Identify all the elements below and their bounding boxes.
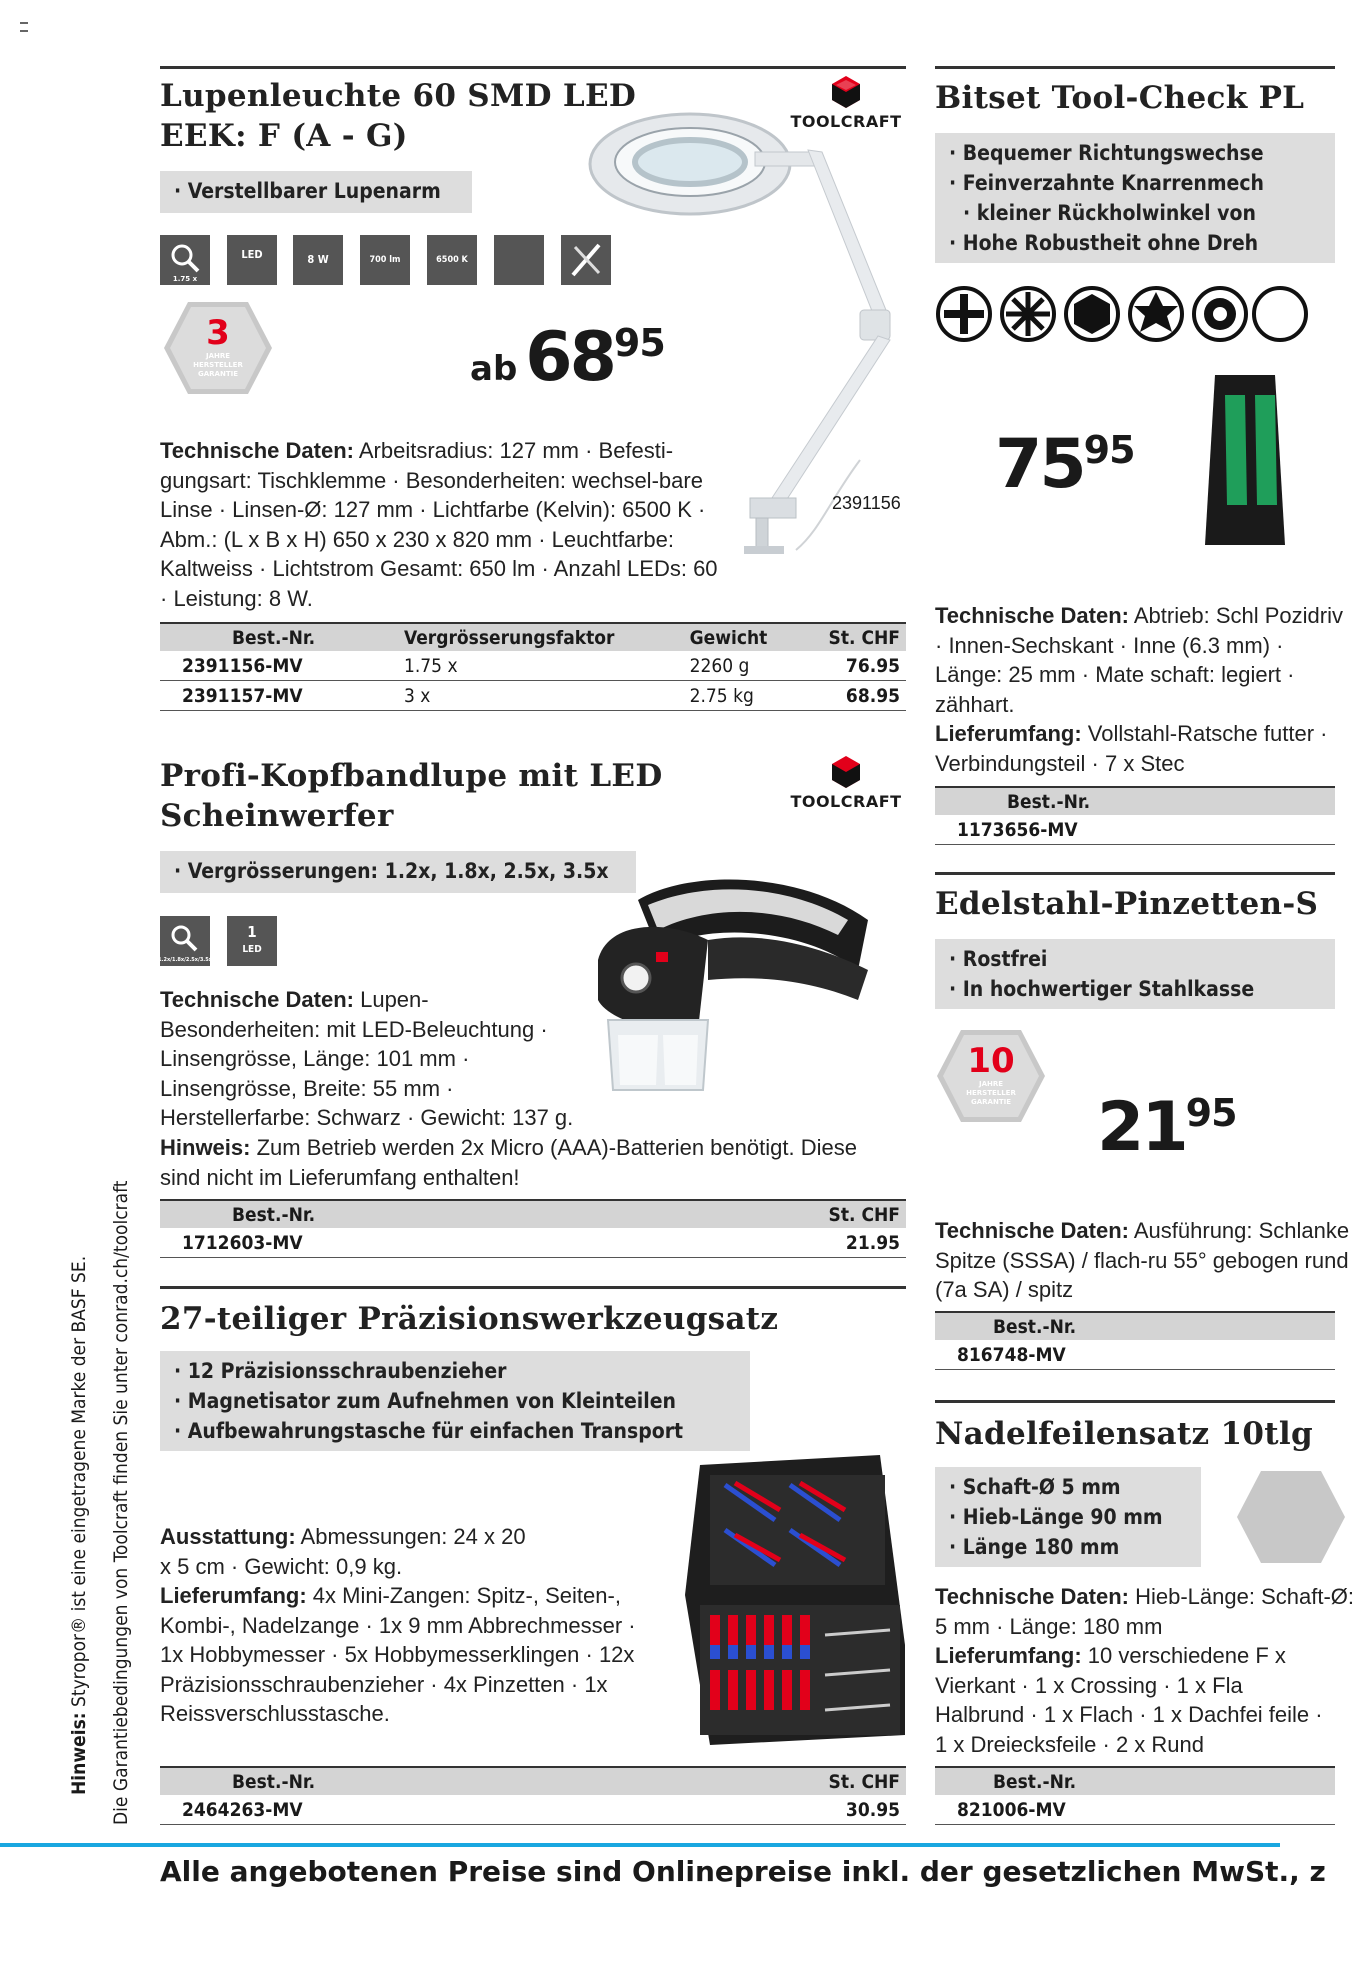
right-p3-tech: Technische Daten: Hieb-Länge: Schaft-Ø: 5 mm · Länge: 180 mm [935,1584,1354,1639]
column-divider [918,64,920,1834]
head-magnifier-image [568,860,898,1110]
product3-order-table: Best.-Nr. St. CHF 2464263-MV 30.95 [160,1766,906,1825]
product3-scope: Lieferumfang: 4x Mini-Zangen: Spitz-, Seiten-, Kombi-, Nadelzange · 1x 9 mm Abbrechmesser · 1x Hobbymesser · 5x Hobbymesserklingen · 12x Präzisionsschraubenzieher · 4x Pinzetten · 1x Reissverschlusstasche. [160,1583,636,1726]
right-p1-title: Bitset Tool-Check PL [935,80,1305,116]
kelvin-icon: 6500 K [427,235,477,285]
article-ref: 2391156 [832,493,901,513]
led-icon: LED [227,235,277,285]
sidebar-note-1: Hinweis: Styropor® ist eine eingetragene Marke der BASF SE. [68,1255,90,1795]
section-rule [160,66,906,69]
section-rule [935,872,1335,875]
right-p2-order-table: Best.-Nr. 816748-MV [935,1311,1335,1370]
section-rule [160,1286,906,1289]
bullet-item: · Schaft-Ø 5 mm [949,1472,1187,1502]
svg-text:JAHRE: JAHRE [978,1080,1004,1088]
led-count-icon: 1 LED [227,916,277,966]
right-p2-price: $21^{95}$ [1097,1088,1237,1167]
bullet-item: · Hieb-Länge 90 mm [949,1502,1187,1532]
svg-text:1.2x/1.8x/2.5x/3.5x: 1.2x/1.8x/2.5x/3.5x [158,957,212,963]
svg-text:GARANTIE: GARANTIE [971,1098,1011,1106]
table-row: 2391156-MV 1.75 x 2260 g 76.95 [160,651,906,681]
right-p2-tech: Technische Daten: Ausführung: Schlanke Spitze (SSSA) / flach-ru 55° gebogen rund (7a SA) / spitz [935,1218,1350,1302]
right-p3-title: Nadelfeilensatz 10tlg [935,1416,1313,1452]
bullet-item: · Vergrösserungen: 1.2x, 1.8x, 2.5x, 3.5x [174,856,622,886]
magnifier-icon [160,916,210,966]
right-column [935,0,1354,1840]
menu-marker [20,22,28,32]
table-row: 1712603-MV 21.95 [160,1228,906,1258]
bullet-item: · Aufbewahrungstasche für einfachen Transport [174,1416,736,1446]
right-p1-bullets [935,133,1335,263]
table-row: 821006-MV [935,1795,1335,1825]
magnifier-icon [160,235,210,285]
bullet-item: · Verstellbarer Lupenarm [174,176,458,206]
footer-note: Alle angebotenen Preise sind Onlinepreise inkl. der gesetzlichen MwSt., z [160,1855,1326,1888]
right-p1-price: $75^{95}$ [995,425,1135,504]
bullet-item: · 12 Präzisionsschraubenzieher [174,1356,736,1386]
product1-order-table: Best.-Nr. Vergrösserungsfaktor Gewicht St. CHF 2391156-MV 1.75 x 2260 g 76.95 2391157-MV 3 x 2.75 kg 68.95 [160,622,906,711]
lumen-icon: 700 lm [360,235,410,285]
product2-note: Hinweis: Zum Betrieb werden 2x Micro (AAA)-Batterien benötigt. Diese sind nicht im Lieferumfang enthalten! [160,1135,857,1190]
product2-tech: Technische Daten: Lupen-Besonderheiten: mit LED-Beleuchtung · Linsengrösse, Länge: 101 mm · Linsengrösse, Breite: 55 mm · Herstellerfarbe: Schwarz · Gewicht: 137 g. [160,987,574,1130]
bullet-item: · kleiner Rückholwinkel von [949,198,1321,228]
svg-text:3: 3 [206,313,230,353]
right-p3-scope: Lieferumfang: 10 verschiedene F x Vierkant · 1 x Crossing · 1 x Fla Halbrund · 1 x Flach · 1 x Dachfei feile · 1 x Dreiecksfeile · 2 x Rund [935,1643,1323,1757]
right-p3-bullets [935,1467,1201,1567]
svg-text:JAHRE: JAHRE [205,352,231,360]
svg-text:10: 10 [967,1041,1015,1081]
product2-order-table: Best.-Nr. St. CHF 1712603-MV 21.95 [160,1199,906,1258]
table-row: 2391157-MV 3 x 2.75 kg 68.95 [160,681,906,711]
right-p2-title: Edelstahl-Pinzetten-S [935,886,1319,922]
svg-text:GARANTIE: GARANTIE [198,370,238,378]
bullet-item: · Länge 180 mm [949,1532,1187,1562]
toolcraft-logo: TOOLCRAFT [786,74,906,131]
right-p1-scope: Lieferumfang: Vollstahl-Ratsche futter · Verbindungsteil · 7 x Stec [935,721,1328,776]
product3-equipment: Ausstattung: Abmessungen: 24 x 20 x 5 cm · Gewicht: 0,9 kg. [160,1524,526,1579]
right-p2-bullets [935,939,1335,1009]
bullet-item: · Feinverzahnte Knarrenmech [949,168,1321,198]
section-rule [935,66,1335,69]
toolcraft-logo-icon [828,754,864,790]
toolcraft-logo: TOOLCRAFT [786,754,906,811]
product2-title: Profi-Kopfbandlupe mit LED Scheinwerfer [160,758,663,834]
product3-bullets [160,1351,750,1451]
bit-type-icons [935,282,1280,346]
bullet-item: · Magnetisator zum Aufnehmen von Kleinteilen [174,1386,736,1416]
warranty-badge [158,298,278,398]
svg-text:1.75 x: 1.75 x [172,275,198,283]
product3-title: 27-teiliger Präzisionswerkzeugsatz [160,1301,779,1337]
right-p1-tech: Technische Daten: Abtrieb: Schl Pozidriv · Innen-Sechskant · Inne (6.3 mm) · Länge: 25 mm · Mate schaft: legiert · zähhart. [935,603,1343,717]
warranty-badge [931,1026,1051,1126]
right-p1-order-table: Best.-Nr. 1173656-MV [935,786,1335,845]
table-row: 2464263-MV 30.95 [160,1795,906,1825]
product1-price: ab $68^{95}$ [470,318,665,397]
product1-bullets [160,171,472,213]
product1-title: Lupenleuchte 60 SMD LED EEK: F (A - G) [160,78,637,154]
warranty-badge-partial [1231,1467,1311,1567]
ratchet-image [1185,365,1285,565]
sidebar-note-2: Die Garantiebedingungen von Toolcraft finden Sie unter conrad.ch/toolcraft [110,1180,132,1825]
bullet-item: · Hohe Robustheit ohne Dreh [949,228,1321,258]
bullet-item: · Rostfrei [949,944,1321,974]
product2-bullets [160,851,636,893]
table-row: 1173656-MV [935,815,1335,845]
svg-text:HERSTELLER: HERSTELLER [966,1089,1016,1097]
footer-rule [0,1843,1280,1847]
section-rule [935,1400,1335,1403]
power-icon: 8 W [293,235,343,285]
table-row: 816748-MV [935,1340,1335,1370]
tool-kit-image [680,1455,910,1755]
product1-tech: Technische Daten: Arbeitsradius: 127 mm · Befesti-gungsart: Tischklemme · Besonderheiten: wechsel-bare Linse · Linsen-Ø: 127 mm · Lichtfarbe (Kelvin): 6500 K · Abm.: (L x B x H) 650 x 230 x 820 mm · Leuchtfarbe: Kaltweiss · Lichtstrom Gesamt: 650 lm · Anzahl LEDs: 60 · Leistung: 8 W. [160,438,718,611]
lamp-type-icon [494,235,544,285]
bullet-item: · In hochwertiger Stahlkasse [949,974,1321,1004]
right-p3-order-table: Best.-Nr. 821006-MV [935,1766,1335,1825]
svg-text:HERSTELLER: HERSTELLER [193,361,243,369]
bullet-item: · Bequemer Richtungswechse [949,138,1321,168]
